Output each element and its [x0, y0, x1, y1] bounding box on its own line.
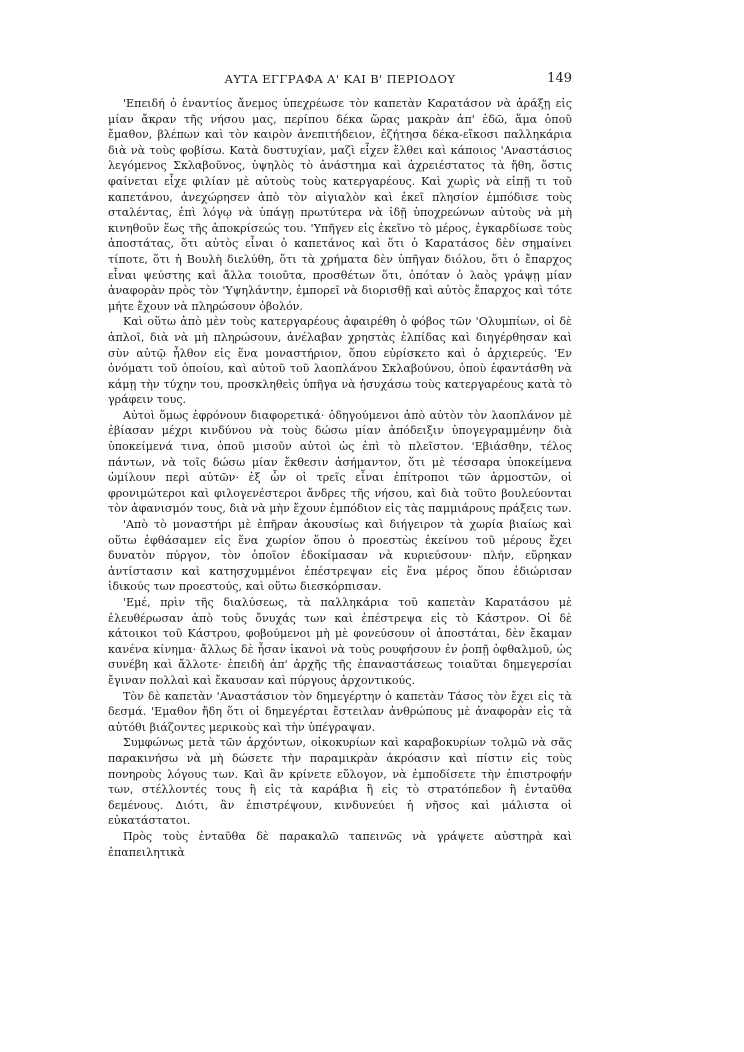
paragraph: 'Εμέ, πρὶν τῆς διαλύσεως, τὰ παλληκάρια τοῦ καπετὰν Καρατάσου μὲ ἐλευθέρωσαν ἀπὸ τοὺς ὄνυχάς των καὶ ἐπέστρεψα εἰς τὸ Κάστρον. Οἱ δὲ κάτοικοι τοῦ Κάστρου, φοβούμενοι μὴ μὲ φονεύσουν οἱ ἀποστάται, δὲν ἔκαμαν κανένα κίνημα· ἄλλως δὲ ἦσαν ἱκανοὶ νὰ τοὺς ρουφήσουν ἐν ῥοπῇ ὀφθαλμοῦ, ὡς συνέβη καὶ ἄλλοτε· ἐπειδὴ ἀπ' ἀρχῆς τῆς ἐπαναστάσεως τοιαῦται δημεγερσίαι ἔγιναν πολλαὶ καὶ ἔκαυσαν καὶ πύργους ἀρχοντικούς. [108, 596, 572, 687]
paragraph: Πρὸς τοὺς ἐνταῦθα δὲ παρακαλῶ ταπεινῶς νὰ γράψετε αὐστηρὰ καὶ ἐπαπειλητικὰ [108, 829, 572, 859]
paragraph: Καὶ οὕτω ἀπὸ μὲν τοὺς κατεργαρέους ἀφαιρέθη ὁ φόβος τῶν 'Ολυμπίων, οἱ δὲ ἁπλοῖ, διὰ νὰ μὴ πληρώσουν, ἀνέλαβαν χρηστὰς ἐλπίδας καὶ διηγέρθησαν καὶ σὺν αὐτῷ ἦλθον εἰς ἕνα μοναστήριον, ὅπου εὑρίσκετο καὶ ὁ ἀρχιερεύς. 'Εν ὀνόματι τοῦ ὁποίου, καὶ αὐτοῦ τοῦ λαοπλάνου Σκλαβούνου, ὁποὺ ἐφαντάσθη νὰ κάμῃ τὴν τύχην του, προσκληθεὶς ὑπῆγα νὰ ἡσυχάσω τοὺς κατεργαρέους κατὰ τὸ γράφειν τους. [108, 315, 572, 407]
body-text [108, 96, 572, 860]
running-title: ΑΥΤΑ ΕΓΓΡΑΦΑ Α' ΚΑΙ Β' ΠΕΡΙΟΔΟΥ [224, 72, 456, 86]
paragraph: Τὸν δὲ καπετὰν 'Αναστάσιον τὸν δημεγέρτην ὁ καπετὰν Τάσος τὸν ἔχει εἰς τὰ δεσμά. 'Εμαθον ἤδη ὅτι οἱ δημεγέρται ἔστειλαν ἀνθρώπους μὲ ἀναφορὰν εἰς τὰ αὐτόθι βιάζοντες μερικοὺς καὶ τὴν ὑπέγραψαν. [108, 689, 572, 734]
paragraph: Συμφώνως μετὰ τῶν ἀρχόντων, οἰκοκυρίων καὶ καραβοκυρίων τολμῶ νὰ σᾶς παρακινήσω νὰ μὴ δώσετε τὴν παραμικρὰν ἀκρόασιν καὶ πίστιν εἰς τοὺς πονηροὺς λόγους των. Καὶ ἂν κρίνετε εὔλογον, νὰ ἐμποδίσετε τὴν ἐπιστροφήν των, στέλλοντές τους ἢ εἰς τὰ καράβια ἢ εἰς τὸ στρατόπεδον ἢ ἐνταῦθα δεμένους. Διότι, ἂν ἐπιστρέψουν, κινδυνεύει ἡ νῆσος καὶ μάλιστα οἱ εὐκατάστατοι. [108, 736, 572, 828]
page-number: 149 [547, 71, 572, 86]
paragraph: 'Επειδή ὁ ἐναντίος ἄνεμος ὑπεχρέωσε τὸν καπετὰν Καρατάσον νὰ ἀράξῃ εἰς μίαν ἄκραν τῆς νήσου μας, περίπου δέκα ὥρας μακρὰν ἀπ' ἐδῶ, ἅμα ὁποῦ ἔμαθον, βλέπων καὶ τὸν καιρὸν ἀνεπιτήδειον, ἐζήτησα δέκα-εἴκοσι παλληκάρια διὰ νὰ τοὺς φοβίσω. Κατὰ δυστυχίαν, μαζὶ εἶχεν ἔλθει καὶ κάποιος 'Αναστάσιος λεγόμενος Σκλαβοῦνος, ὑψηλὸς τὸ ἀνάστημα καὶ ἀχρειέστατος τὰ ἤθη, ὅστις φαίνεται εἶχε φιλίαν μὲ αὐτοὺς τοὺς κατεργαρέους. Καὶ χωρὶς νὰ εἰπῇ τι τοῦ καπετάνου, ἀνεχώρησεν ἀπὸ τὸν αἰγιαλὸν καὶ ἐκεῖ πλησίον ἐμπόδισε τοὺς σταλέντας, ἐπὶ λόγῳ νὰ ὑπάγῃ πρωτύτερα νὰ ἰδῇ ὑποχρεώνων αὐτοὺς νὰ μὴ κινηθοῦν ἕως τῆς ἀποκρίσεώς του. 'Υπῆγεν εἰς ἐκεῖνο τὸ μέρος, ἐγκαρδίωσε τοὺς ἀποστάτας, ὅτι αὐτὸς εἶναι ὁ καπετάνος καὶ ὅτι ὁ Καρατάσος δὲν σημαίνει τίποτε, ὅτι ἡ Βουλὴ διελύθη, ὅτι τὰ χρήματα δὲν ὑπῆγαν διόλου, ὅτι ὁ ἔπαρχος εἶναι ψεύστης καὶ ἄλλα τοιοῦτα, προσθέτων ὅτι, ὁπόταν ὁ λαὸς γράψῃ μίαν ἀναφορὰν πρὸς τὸν 'Υψηλάντην, ἐμπορεῖ νὰ διορισθῇ καὶ αὐτὸς ἔπαρχος καὶ τότε μήτε ἔχουν νὰ πληρώσουν ὀβολόν. [108, 97, 572, 313]
running-head [108, 72, 572, 90]
paragraph: Αὐτοὶ ὅμως ἐφρόνουν διαφορετικά· ὁδηγούμενοι ἀπὸ αὐτὸν τὸν λαοπλάνον μὲ ἐβίασαν μέχρι κινδύνου νὰ τοὺς δώσω μίαν ἀπόδειξιν ὑπογεγραμμένην διὰ ὑποκείμενά τινα, ὁποῦ μισοῦν αὐτοὶ ὡς ἐπὶ τὸ πλεῖστον. 'Εβιάσθην, τέλος πάντων, νὰ τοῖς δώσω μίαν ἔκθεσιν ἀσήμαντον, ὅτι μὲ τέσσαρα ὑποκείμενα ὡμίλουν περὶ αὐτῶν· ἐξ ὧν οἱ τρεῖς εἶναι ἐπίτροποι τῶν ἁρμοστῶν, οἱ φρονιμώτεροι καὶ φιλογενέστεροι ἄνδρες τῆς νήσου, καὶ διὰ τοῦτο βουλεύονται τὸν ἀφανισμόν τους, διὰ νὰ μὴν ἔχουν ἐμπόδιον εἰς τὰς παμμιάρους πράξεις των. [108, 408, 572, 516]
paragraph: 'Απὸ τὸ μοναστήρι μὲ ἐπῆραν ἀκουσίως καὶ διήγειρον τὰ χωρία βιαίως καὶ οὕτω ἐφθάσαμεν εἰς ἕνα χωρίον ὅπου ὁ προεστὼς ἐκείνου τοῦ μέρους ἔχει δυνατὸν πύργον, τὸν ὁποῖον ἐδοκίμασαν νὰ κυριεύσουν· πλήν, εὕρηκαν ἀντίστασιν καὶ κατησχυμμένοι ἐπέστρεψαν εἰς ἕνα μέρος ὅπου ἐδιώρισαν ἰδικούς των προεστούς, καὶ οὕτω διεσκόρπισαν. [108, 518, 572, 594]
